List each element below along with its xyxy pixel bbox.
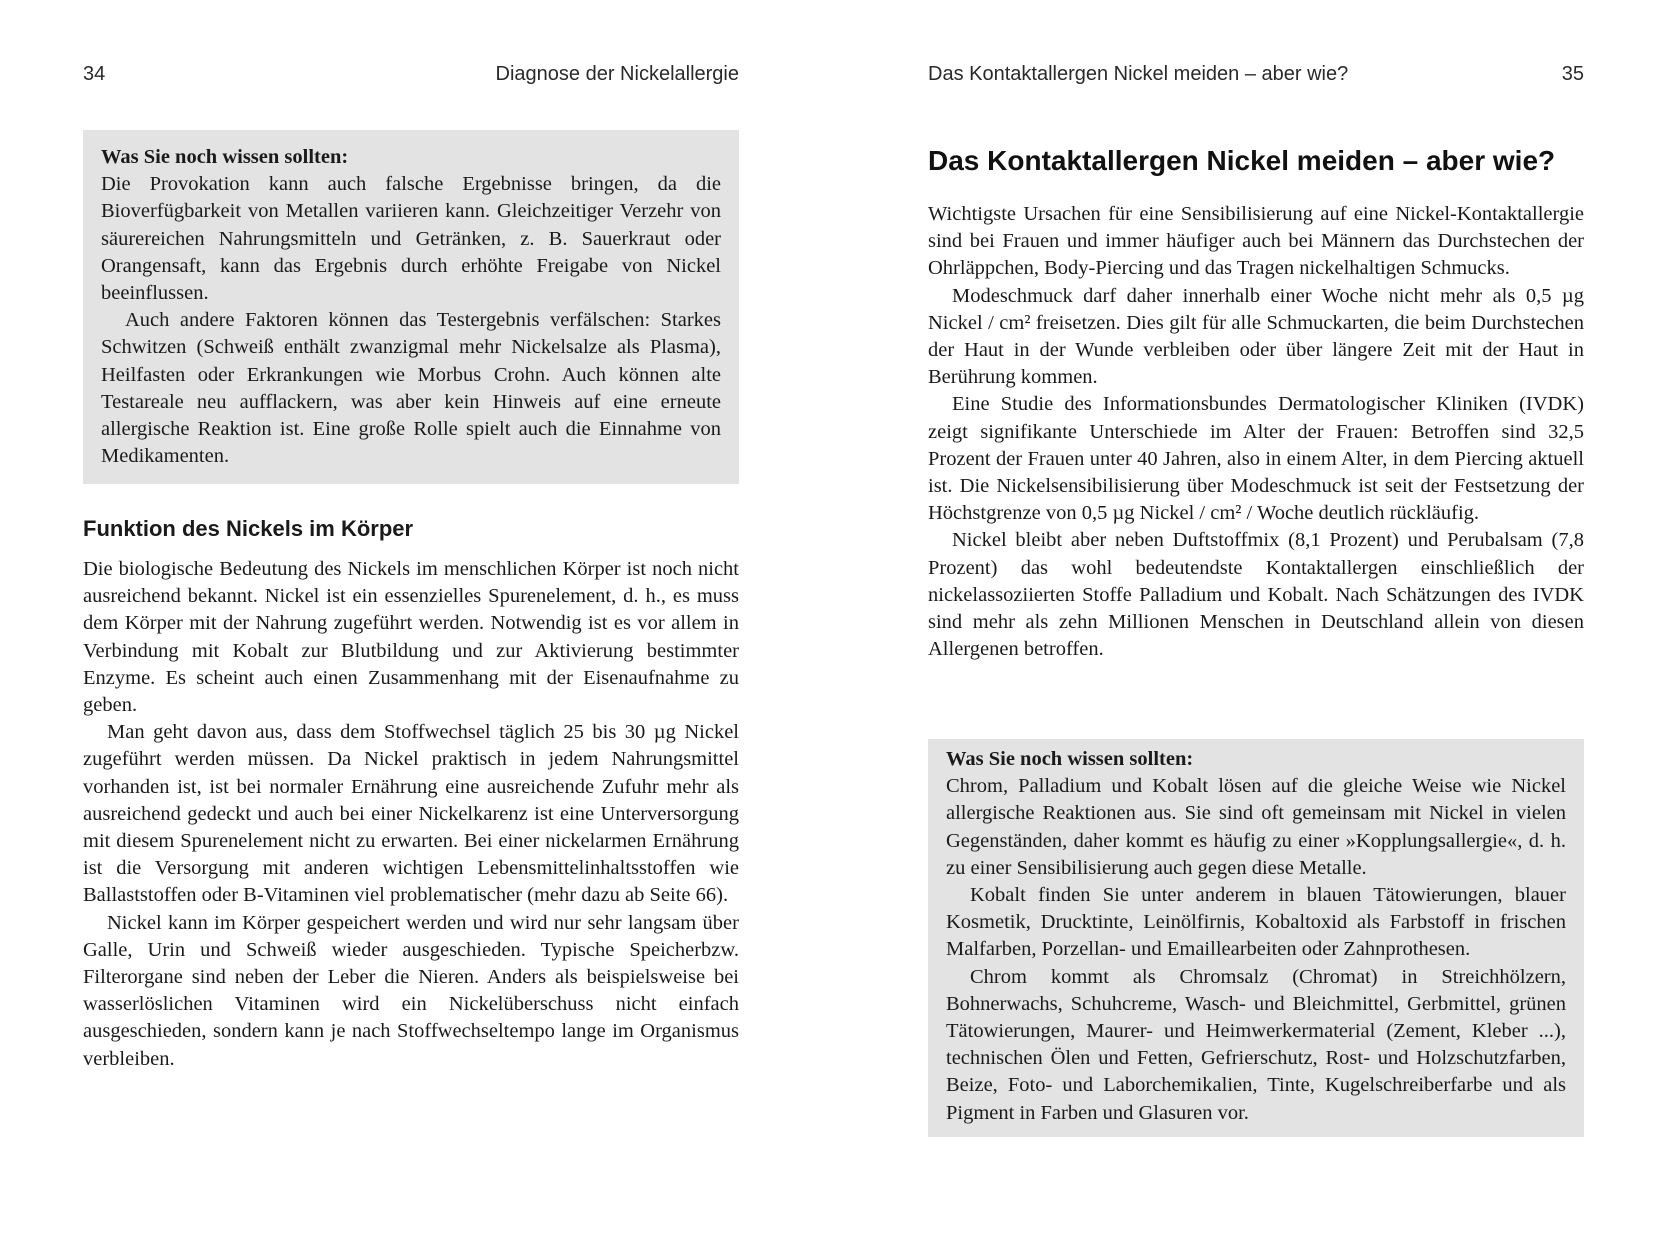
page-number-right: 35	[1561, 63, 1584, 85]
body-paragraph: Nickel bleibt aber neben Duftstoffmix (8,1 Prozent) und Perubalsam (7,8 Prozent) das wohl bedeutendste Kontaktallergen einschließlich der nickelassoziierten Stoffe Palladium und Kobalt. Nach Schätzungen des IVDK sind mehr als zehn Millionen Menschen in Deutschland allein von diesen Allergenen betroffen.	[928, 529, 1584, 661]
right-page	[928, 0, 1584, 1240]
body-paragraph: Man geht davon aus, dass dem Stoffwechsel täglich 25 bis 30 µg Nickel zugeführt werden müssen. Da Nickel praktisch in jedem Nahrungsmittel vorhanden ist, ist bei normaler Ernährung eine ausreichende Zufuhr mehr als ausreichend gedeckt und auch bei einer Nickelkarenz ist eine Unterversorgung mit diesem Spurenelement nicht zu erwarten. Bei einer nickelarmen Ernährung ist die Versorgung mit anderen wichtigen Lebensmittelinhaltsstoffen wie Ballaststoffen oder B-Vitaminen viel problematischer (mehr dazu ab Seite 66).	[83, 721, 739, 907]
body-paragraph: Eine Studie des Informationsbundes Dermatologischer Kliniken (IVDK) zeigt signifikante Unterschiede im Alter der Frauen: Betroffen sind 32,5 Prozent der Frauen unter 40 Jahren, also in einem Alter, in dem Piercing aktuell ist. Die Nickelsensibilisierung über Modeschmuck ist seit der Festsetzung der Höchstgrenze von 0,5 µg Nickel / cm² / Woche deutlich rückläufig.	[928, 393, 1584, 525]
running-title-right: Das Kontaktallergen Nickel meiden – aber wie?	[928, 63, 1349, 85]
info-box-left	[83, 130, 739, 484]
body-paragraph: Nickel kann im Körper gespeichert werden und wird nur sehr langsam über Galle, Urin und Schweiß wieder ausgeschieden. Typische Speicherbzw. Filterorgane sind neben der Leber die Nieren. Anders als beispielsweise bei wasserlöslichen Vitaminen wird ein Nickelüberschuss nicht einfach ausgeschieden, sondern kann je nach Stoffwechseltempo lange im Organismus verbleiben.	[83, 911, 739, 1070]
body-text-right	[928, 201, 1584, 663]
info-box-title: Was Sie noch wissen sollten:	[946, 748, 1194, 770]
info-box-paragraph: Auch andere Faktoren können das Testergebnis verfälschen: Starkes Schwitzen (Schweiß enthält zwanzigmal mehr Nickelsalze als Plasma), Heilfasten oder Erkrankungen wie Morbus Crohn. Auch können alte Testareale neu aufflackern, was aber kein Hinweis auf eine erneute allergische Reaktion ist. Eine große Rolle spielt auch die Einnahme von Medikamenten.	[101, 309, 721, 468]
body-paragraph: Wichtigste Ursachen für eine Sensibilisierung auf eine Nickel-Kontaktallergie sind bei Frauen und immer häufiger auch bei Männern das Durchstechen der Ohrläppchen, Body-Piercing und das Tragen nickelhaltigen Schmucks.	[928, 203, 1584, 280]
info-box-right	[928, 739, 1584, 1137]
body-paragraph: Die biologische Bedeutung des Nickels im menschlichen Körper ist noch nicht ausreichend bekannt. Nickel ist ein essenzielles Spurenelement, d. h., es muss dem Körper mit der Nahrung zugeführt werden. Notwendig ist es vor allem in Verbindung mit Kobalt zur Blutbildung und zur Aktivierung bestimmter Enzyme. Es scheint auch einen Zusammenhang mit der Eisenaufnahme zu geben.	[83, 558, 739, 717]
info-box-title: Was Sie noch wissen sollten:	[101, 146, 349, 168]
info-box-paragraph: Chrom, Palladium und Kobalt lösen auf die gleiche Weise wie Nickel allergische Reaktionen aus. Sie sind oft gemeinsam mit Nickel in vielen Gegenständen, daher kommt es häufig zu einer »Kopplungsallergie«, d. h. zu einer Sensibilisierung auch gegen diese Metalle.	[946, 775, 1566, 879]
body-paragraph: Modeschmuck darf daher innerhalb einer Woche nicht mehr als 0,5 µg Nickel / cm² freisetzen. Dies gilt für alle Schmuckarten, die beim Durchstechen der Haut in der Wunde verbleiben oder über längere Zeit mit der Haut in Berührung kommen.	[928, 284, 1584, 389]
page-number-left: 34	[83, 63, 106, 85]
section-heading: Das Kontaktallergen Nickel meiden – aber wie?	[928, 145, 1556, 176]
body-text-left	[83, 556, 739, 1073]
info-box-paragraph: Chrom kommt als Chromsalz (Chromat) in Streichhölzern, Bohnerwachs, Schuhcreme, Wasch- und Bleichmittel, Gerbmittel, grünen Tätowierungen, Maurer- und Heimwerkermaterial (Zement, Kleber ...), technischen Ölen und Fetten, Gefrierschutz, Rost- und Holzschutzfarben, Beize, Foto- und Laborchemikalien, Tinte, Kugelschreiberfarbe und als Pigment in Farben und Glasuren vor.	[946, 965, 1566, 1124]
running-title-left: Diagnose der Nickelallergie	[495, 63, 739, 85]
info-box-paragraph: Kobalt finden Sie unter anderem in blauen Tätowierungen, blauer Kosmetik, Drucktinte, Leinölfirnis, Kobaltoxid als Farbstoff in frischen Malfarben, Porzellan- und Emaillearbeiten oder Zahnprothesen.	[946, 884, 1566, 961]
left-page	[83, 0, 739, 1240]
subheading: Funktion des Nickels im Körper	[83, 516, 414, 541]
info-box-paragraph: Die Provokation kann auch falsche Ergebnisse bringen, da die Bioverfügbarkeit von Metallen variieren kann. Gleichzeitiger Verzehr von säurereichen Nahrungsmitteln und Getränken, z. B. Sauerkraut oder Orangensaft, kann das Ergebnis durch erhöhte Freigabe von Nickel beeinflussen.	[101, 173, 721, 305]
